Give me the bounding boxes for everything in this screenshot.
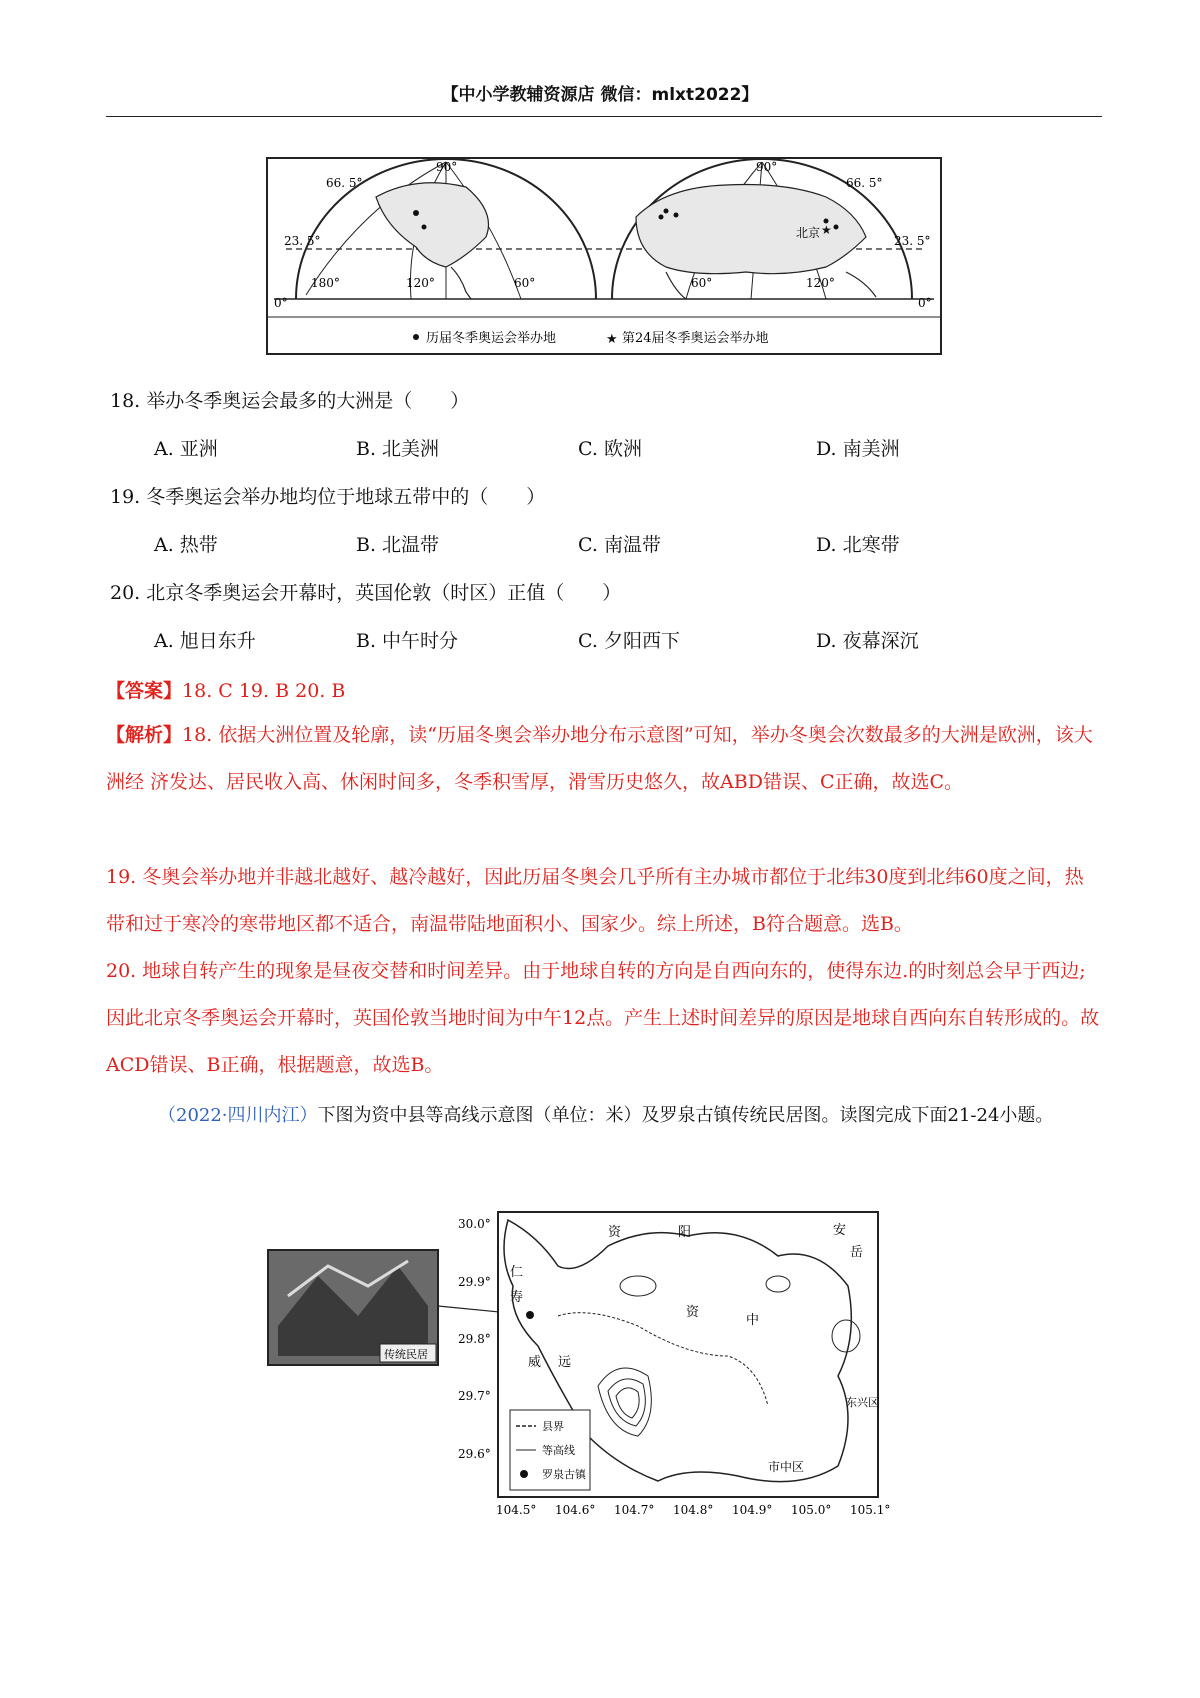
option: C. 南温带: [578, 534, 661, 556]
header-divider: [106, 116, 1102, 117]
question-19: 19. 冬季奥运会举办地均位于地球五带中的（ ）: [110, 486, 546, 508]
option: C. 欧洲: [578, 438, 642, 460]
option: D. 南美洲: [816, 438, 900, 460]
region-label: 中: [746, 1313, 760, 1328]
page-header: 【中小学教辅资源店 微信：mlxt2022】: [441, 85, 759, 105]
option: D. 夜幕深沉: [816, 630, 919, 652]
lon-label: 104.9°: [732, 1503, 773, 1517]
lon-label: 104.6°: [555, 1503, 596, 1517]
region-label: 仁: [510, 1265, 524, 1280]
lat-label: 29.9°: [458, 1275, 491, 1289]
photo-caption: 传统民居: [384, 1348, 428, 1361]
analysis-19: 19. 冬奥会举办地并非越北越好、越冷越好，因此历届冬奥会几乎所有主办城市都位于北纬30度到北纬60度之间，热带和过于寒冷的寒带地区都不适合，南温带陆地面积小、国家少。综上所述，B符合题意。选B。: [106, 866, 1084, 935]
lon-label: 90°: [756, 160, 778, 174]
question-20: 20. 北京冬季奥运会开幕时，英国伦敦（时区）正值（ ）: [110, 582, 622, 604]
answer-text: 18. C 19. B 20. B: [182, 680, 346, 702]
beijing-label: 北京: [796, 226, 821, 240]
analysis-18-text: 18. 依据大洲位置及轮廓，读“历届冬奥会举办地分布示意图”可知，举办冬奥会次数最多的大洲是欧洲，该大洲经 济发达、居民收入高、休闲时间多，冬季积雪厚，滑雪历史悠久，故ABD错误、C正确，故选C。: [106, 724, 1093, 793]
legend-label: 罗泉古镇: [542, 1468, 586, 1481]
analysis-20: 20. 地球自转产生的现象是昼夜交替和时间差异。由于地球自转的方向是自西向东的，使得东边.的时刻总会早于西边;因此北京冬季奥运会开幕时，英国伦敦当地时间为中午12点。产生上述时间差异的原因是地球自西向东自转形成的。故ACD错误、B正确，根据题意，故选B。: [106, 960, 1100, 1076]
region-label: 资: [608, 1225, 622, 1240]
lat-label: 0°: [918, 296, 932, 310]
lat-label: 23. 5°: [894, 234, 931, 248]
option: B. 北温带: [356, 534, 440, 556]
region-label: 东兴区: [846, 1396, 879, 1409]
option: D. 北寒带: [816, 534, 900, 556]
option: C. 夕阳西下: [578, 630, 680, 652]
lon-label: 120°: [406, 276, 435, 290]
answer-label: 【答案】: [106, 680, 183, 702]
option: B. 北美洲: [356, 438, 440, 460]
lat-label: 30.0°: [458, 1217, 491, 1231]
region-label: 岳: [850, 1245, 864, 1260]
lon-label: 180°: [311, 276, 340, 290]
region-label: 安: [833, 1223, 847, 1238]
lon-label: 104.5°: [496, 1503, 537, 1517]
lat-label: 29.6°: [458, 1447, 491, 1461]
region-label: 寿: [510, 1290, 524, 1305]
svg-text:★: ★: [606, 332, 618, 347]
lon-label: 120°: [806, 276, 835, 290]
lon-label: 60°: [691, 276, 713, 290]
question-source: （2022·四川内江）: [158, 1105, 318, 1126]
winter-olympics-map: [266, 157, 942, 355]
legend-dot-label: 历届冬季奥运会举办地: [426, 331, 557, 346]
lon-label: 60°: [514, 276, 536, 290]
region-label: 资: [686, 1305, 700, 1320]
lon-label: 104.7°: [614, 1503, 655, 1517]
zizhong-contour-map: [258, 1206, 946, 1524]
question-text: 下图为资中县等高线示意图（单位：米）及罗泉古镇传统民居图。读图完成下面21-24小题。: [317, 1105, 1054, 1126]
lat-label: 66. 5°: [326, 176, 363, 190]
answer-line: [106, 676, 345, 703]
legend-label: 等高线: [542, 1444, 575, 1457]
lat-label: 29.8°: [458, 1332, 491, 1346]
lon-label: 105.0°: [791, 1503, 832, 1517]
region-label: 威: [528, 1355, 542, 1370]
analysis-18: [106, 712, 1100, 806]
lon-label: 104.8°: [673, 1503, 714, 1517]
lat-label: 23. 5°: [284, 234, 321, 248]
option: B. 中午时分: [356, 630, 459, 652]
svg-text:★: ★: [821, 223, 832, 237]
option: A. 旭日东升: [154, 630, 256, 652]
lon-label: 90°: [436, 160, 458, 174]
question-18: 18. 举办冬季奥运会最多的大洲是（ ）: [110, 390, 470, 412]
next-question-intro: [106, 1092, 1100, 1140]
lat-label: 0°: [274, 296, 288, 310]
legend-label: 县界: [542, 1420, 564, 1433]
lat-label: 66. 5°: [846, 176, 883, 190]
analysis-label: 【解析】: [106, 724, 183, 746]
legend-star-label: 第24届冬季奥运会举办地: [622, 331, 769, 346]
lon-label: 105.1°: [850, 1503, 891, 1517]
option: A. 亚洲: [154, 438, 218, 460]
option: A. 热带: [154, 534, 218, 556]
region-label: 阳: [678, 1225, 692, 1240]
region-label: 远: [558, 1355, 572, 1370]
region-label: 市中区: [768, 1460, 805, 1474]
lat-label: 29.7°: [458, 1389, 491, 1403]
